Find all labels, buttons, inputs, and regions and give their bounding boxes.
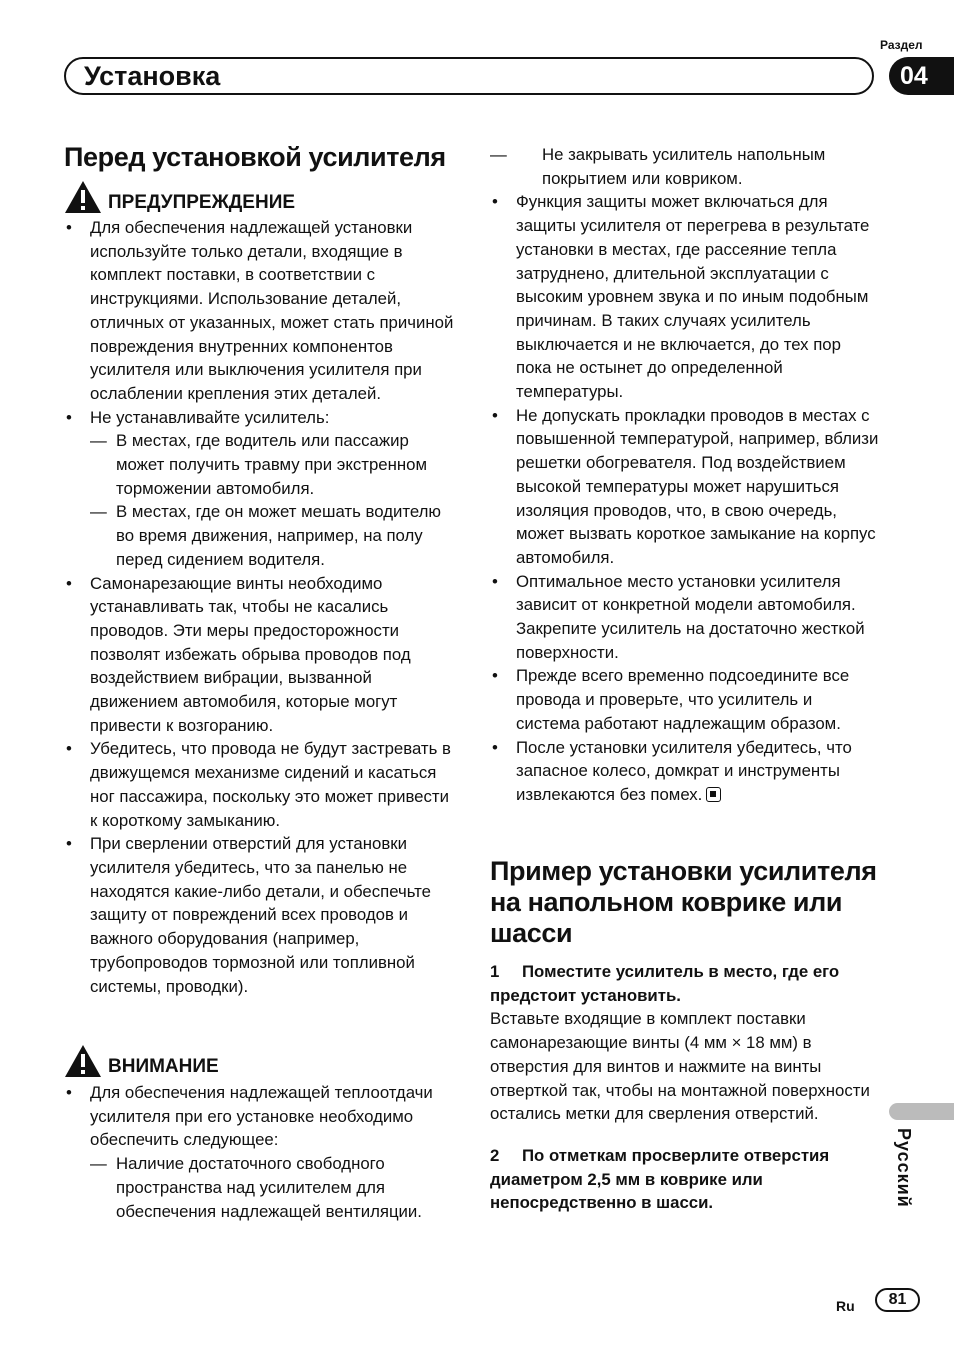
steps — [490, 960, 882, 1215]
sub-list-item: — Наличие достаточного свободного пространства над усилителем для обеспечения надлежащей вентиляции. — [64, 1152, 456, 1223]
step-2-number: 2 — [490, 1145, 500, 1165]
warning-icon — [64, 180, 102, 214]
language-label: Русский — [894, 1128, 914, 1208]
language-tab — [889, 1103, 954, 1120]
page-number: 81 — [875, 1288, 920, 1312]
sub-list-item-text: Не закрывать усилитель напольным покрытием или ковриком. — [542, 145, 826, 188]
step-1-number: 1 — [490, 962, 500, 981]
list-item: • Самонарезающие винты необходимо устанавливать так, чтобы не касались проводов. Эти меры предосторожности позволят избежать обрыва проводов под воздействием вибрации, вызванной движением автомобиля, которые могут привести к возгоранию. — [64, 572, 456, 738]
right-heading: Пример установки усилителя на напольном коврике или шасси — [490, 856, 877, 948]
step-2-title-text: По отметкам просверлите отверстия диаметром 2,5 мм в коврике или непосредственно в шасси. — [490, 1145, 830, 1213]
caution-title: ВНИМАНИЕ — [108, 1056, 219, 1077]
caution-list — [64, 1081, 456, 1223]
right-list — [490, 143, 880, 807]
list-item: • Оптимальное место установки усилителя зависит от конкретной модели автомобиля. Закрепите усилитель на достаточно жесткой поверхности. — [490, 570, 880, 665]
warning-heading — [64, 180, 295, 214]
left-heading: Перед установкой усилителя — [64, 142, 446, 172]
end-mark-icon — [706, 787, 721, 802]
sub-list-item — [490, 143, 880, 190]
list-item: • Для обеспечения надлежащей теплоотдачи усилителя при его установке необходимо обеспечить следующее: — [64, 1081, 456, 1152]
section-number-badge: 04 — [889, 57, 954, 95]
step-1-title-text: Поместите усилитель в место, где его предстоит установить. — [490, 962, 840, 1005]
chapter-title: Установка — [84, 61, 221, 91]
step-2-title — [490, 1144, 882, 1215]
footer-lang-code: Ru — [836, 1298, 855, 1314]
step-1-title — [490, 960, 882, 1007]
warning-list — [64, 216, 456, 998]
caution-icon — [64, 1044, 102, 1078]
list-item-text: После установки усилителя убедитесь, что запасное колесо, домкрат и инструменты извлекаются без помех. — [516, 737, 852, 804]
section-label: Раздел — [880, 38, 923, 52]
list-item: • Не допускать прокладки проводов в местах с повышенной температурой, например, вблизи решетки обогревателя. Под воздействием высокой температуры может нарушиться изоляция проводов, что, в свою очередь, может вызвать короткое замыкание на корпус автомобиля. — [490, 404, 880, 570]
step-1-text: Вставьте входящие в комплект поставки самонарезающие винты (4 мм × 18 мм) в отверстия для винтов и нажмите на винты отверткой так, чтобы на монтажной поверхности остались метки для сверления отверстий. — [490, 1009, 870, 1124]
caution-heading — [64, 1044, 219, 1078]
warning-title: ПРЕДУПРЕЖДЕНИЕ — [108, 192, 296, 213]
list-item: • Для обеспечения надлежащей установки используйте только детали, входящие в комплект поставки, в соответствии с инструкциями. Использование деталей, отличных от указанных, может стать причиной повреждения внутренних компонентов усилителя или выключения усилителя при ослаблении крепления этих деталей. — [64, 216, 456, 406]
list-item: • Функция защиты может включаться для защиты усилителя от перегрева в результате установки в местах, где рассеяние тепла затруднено, длительной эксплуатации с высоким уровнем звука и по иным подобным причинам. В таких случаях усилитель выключается и не включается, до тех пор пока не остынет до определенной температуры. — [490, 190, 880, 403]
list-item: • Не устанавливайте усилитель: — [64, 406, 456, 430]
list-item — [490, 736, 880, 807]
sub-list-item: — В местах, где водитель или пассажир может получить травму при экстренном торможении автомобиля. — [64, 429, 456, 500]
list-item: • Прежде всего временно подсоедините все провода и проверьте, что усилитель и система работают надлежащим образом. — [490, 664, 880, 735]
list-item: • Убедитесь, что провода не будут застревать в движущемся механизме сидений и касаться ног пассажира, поскольку это может привести к короткому замыканию. — [64, 737, 456, 832]
sub-list-item: — В местах, где он может мешать водителю во время движения, например, на полу перед сидением водителя. — [64, 500, 456, 571]
list-item: • При сверлении отверстий для установки усилителя убедитесь, что за панелью не находятся какие-либо детали, и обеспечьте защиту от повреждений всех проводов и важного оборудования (например, трубопроводов тормозной или топливной системы, проводки). — [64, 832, 456, 998]
